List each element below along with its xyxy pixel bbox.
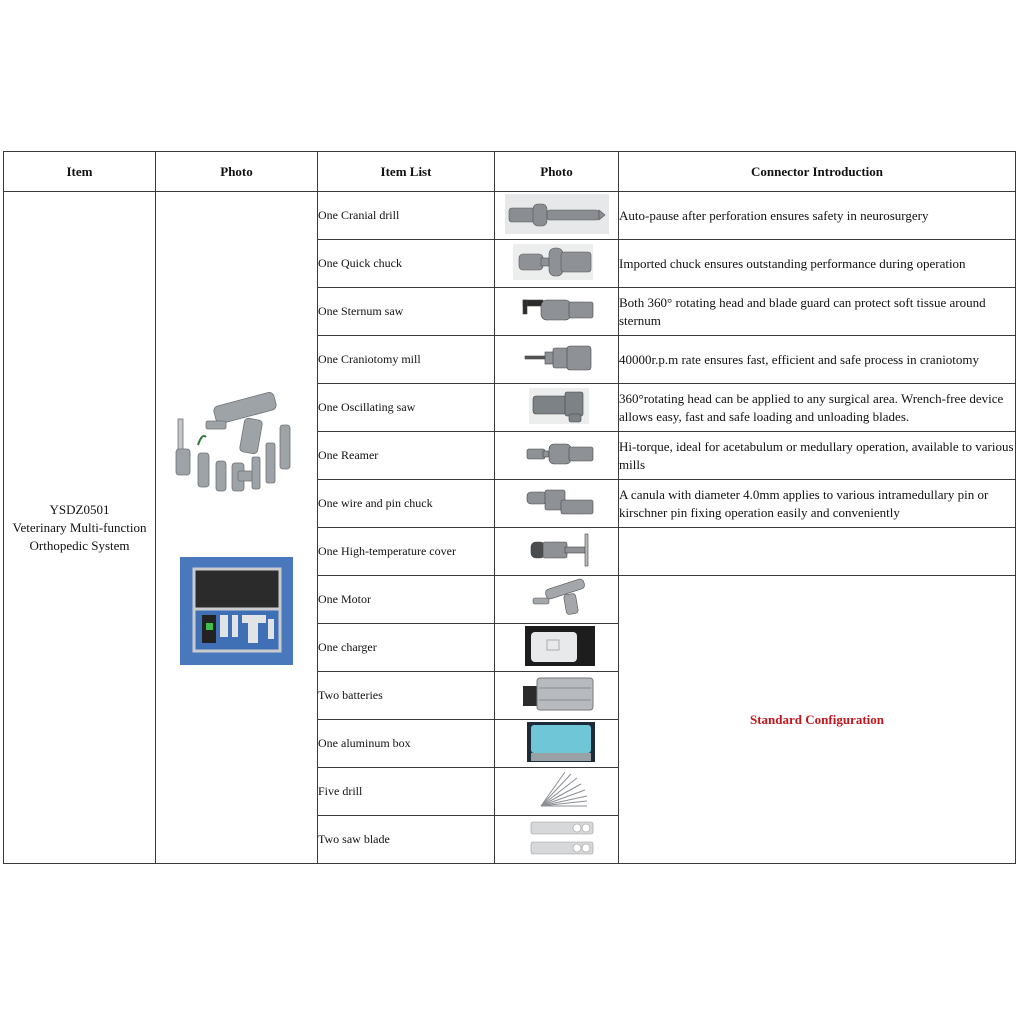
drill-system-components-photo <box>172 391 302 499</box>
connector-introduction: A canula with diameter 4.0mm applies to various intramedullary pin or kirschner pin fixing operation easily and conveniently <box>619 480 1016 528</box>
aluminum-box-photo <box>505 722 609 762</box>
connector-introduction: Both 360° rotating head and blade guard can protect soft tissue around sternum <box>619 288 1016 336</box>
motor-photo <box>505 578 609 618</box>
header-row <box>4 152 1016 192</box>
item-description <box>4 192 156 864</box>
item-code: YSDZ0501 <box>49 501 110 517</box>
cranial-drill-photo <box>505 194 609 234</box>
item-list-name: One wire and pin chuck <box>318 480 495 528</box>
high-temperature-cover-photo <box>505 530 609 570</box>
item-list-name: One Motor <box>318 576 495 624</box>
item-list-name: One charger <box>318 624 495 672</box>
craniotomy-mill-photo <box>505 338 609 378</box>
item-list-name: Two batteries <box>318 672 495 720</box>
item-list-name: One aluminum box <box>318 720 495 768</box>
connector-introduction: Imported chuck ensures outstanding performance during operation <box>619 240 1016 288</box>
item-list-name: One Cranial drill <box>318 192 495 240</box>
table-row <box>4 192 1016 240</box>
connector-introduction: 360°rotating head can be applied to any surgical area. Wrench-free device allows easy, fast and safe loading and unloading blades. <box>619 384 1016 432</box>
batteries-photo <box>505 674 609 714</box>
item-list-name: One Oscillating saw <box>318 384 495 432</box>
item-list-name: One Reamer <box>318 432 495 480</box>
item-list-name: One Craniotomy mill <box>318 336 495 384</box>
connector-introduction: 40000r.p.m rate ensures fast, efficient and safe process in craniotomy <box>619 336 1016 384</box>
header-item-list: Item List <box>318 152 495 192</box>
header-connector-introduction: Connector Introduction <box>619 152 1016 192</box>
quick-chuck-photo <box>505 242 609 282</box>
charger-photo <box>505 626 609 666</box>
item-list-name: One High-temperature cover <box>318 528 495 576</box>
connector-introduction: Hi-torque, ideal for acetabulum or medullary operation, available to various mills <box>619 432 1016 480</box>
connector-introduction <box>619 528 1016 576</box>
header-photo-2: Photo <box>495 152 619 192</box>
system-photos <box>156 192 318 864</box>
saw-blades-photo <box>505 818 609 858</box>
standard-configuration-label: Standard Configuration <box>619 576 1016 864</box>
spec-table <box>3 151 1016 864</box>
item-list-name: One Sternum saw <box>318 288 495 336</box>
item-name-line-1: Veterinary Multi-function <box>12 519 147 535</box>
sternum-saw-photo <box>505 290 609 330</box>
drill-bits-photo <box>505 770 609 810</box>
header-photo: Photo <box>156 152 318 192</box>
connector-introduction: Auto-pause after perforation ensures safety in neurosurgery <box>619 192 1016 240</box>
reamer-photo <box>505 434 609 474</box>
aluminum-case-kit-photo <box>180 557 293 665</box>
item-name-line-2: Orthopedic System <box>29 537 130 553</box>
item-list-name: Two saw blade <box>318 816 495 864</box>
oscillating-saw-photo <box>505 386 609 426</box>
item-list-name: One Quick chuck <box>318 240 495 288</box>
item-list-name: Five drill <box>318 768 495 816</box>
wire-pin-chuck-photo <box>505 482 609 522</box>
header-item: Item <box>4 152 156 192</box>
